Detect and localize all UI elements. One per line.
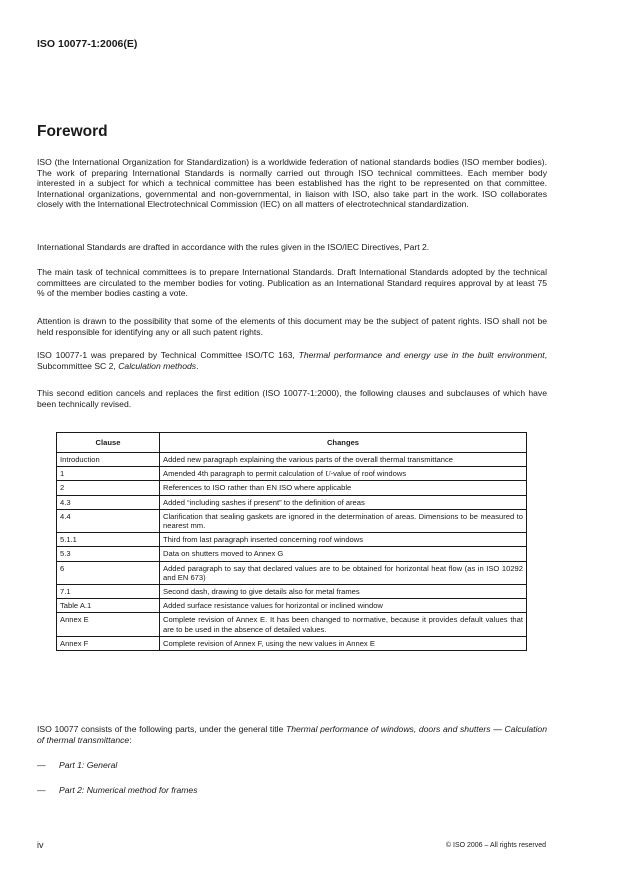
change-cell: Complete revision of Annex F, using the new values in Annex E [160,636,527,650]
table-header-row [57,433,527,453]
paragraph-second-edition: This second edition cancels and replaces the first edition (ISO 10077-1:2000), the following clauses and subclauses of which have been technically revised. [37,388,547,409]
clause-cell: Introduction [57,453,160,467]
change-cell: Added new paragraph explaining the various parts of the overall thermal transmittance [160,453,527,467]
table-row [57,467,527,481]
clause-cell: 6 [57,561,160,584]
change-cell: Added paragraph to say that declared values are to be obtained for horizontal heat flow (as in ISO 10292 and EN 673) [160,561,527,584]
clause-cell: 4.3 [57,495,160,509]
copyright-notice: © ISO 2006 – All rights reserved [445,842,546,849]
document-id: ISO 10077-1:2006(E) [37,38,138,50]
clause-cell: 2 [57,481,160,495]
list-item [37,785,198,795]
changes-table [56,432,527,651]
paragraph-patent-rights: Attention is drawn to the possibility that some of the elements of this document may be the subject of patent rights. ISO shall not be held responsible for identifying any or all such patent rights. [37,316,547,337]
table-row [57,547,527,561]
clause-cell: 5.1.1 [57,533,160,547]
page-number: iv [37,840,44,850]
general-title: Thermal performance of windows, doors and shutters — Calculation of thermal transmittance [37,724,547,745]
change-cell: Clarification that sealing gaskets are ignored in the determination of areas. Dimensions to be measured to nearest mm. [160,509,527,532]
change-cell: Data on shutters moved to Annex G [160,547,527,561]
clause-cell: 5.3 [57,547,160,561]
table-row [57,613,527,636]
subcommittee-title: Calculation methods [118,360,197,371]
list-item [37,760,117,770]
clause-cell: Annex E [57,613,160,636]
change-cell [160,467,527,481]
change-cell: Third from last paragraph inserted concerning roof windows [160,533,527,547]
clause-cell: Table A.1 [57,599,160,613]
em-dash: — [37,760,46,770]
paragraph-parts-intro [37,724,547,745]
clause-cell: 4.4 [57,509,160,532]
table-row [57,561,527,584]
clause-cell: 7.1 [57,585,160,599]
u-symbol: U [325,469,331,479]
table-row [57,585,527,599]
paragraph-prepared-by [37,350,547,371]
change-cell: References to ISO rather than EN ISO where applicable [160,481,527,495]
column-header-changes: Changes [160,433,527,453]
paragraph-committee-task: The main task of technical committees is to prepare International Standards. Draft International Standards adopted by the technical committees are circulated to the member bodies for voting. Publication as an International Standard requires approval by at least 75 % of the member bodies casting a vote. [37,267,547,299]
table-row [57,636,527,650]
part-label: Part 1: General [59,760,118,770]
clause-cell: 1 [57,467,160,481]
colon: : [129,734,132,745]
column-header-clause: Clause [57,433,160,453]
table-row [57,453,527,467]
committee-title: Thermal performance and energy use in the built environment [298,350,545,360]
table-row [57,599,527,613]
part-label: Part 2: Numerical method for frames [59,785,198,795]
page-title: Foreword [37,123,108,140]
paragraph-directives: International Standards are drafted in accordance with the rules given in the ISO/IEC Directives, Part 2. [37,242,430,252]
change-cell: Added “including sashes if present” to the definition of areas [160,495,527,509]
change-cell: Added surface resistance values for horizontal or inclined window [160,599,527,613]
paragraph-iso-intro: ISO (the International Organization for Standardization) is a worldwide federation of national standards bodies (ISO member bodies). The work of preparing International Standards is normally carried out through ISO technical committees. Each member body interested in a subject for which a technical committee has been established has the right to be represented on that committee. International organizations, governmental and non-governmental, in liaison with ISO, also take part in the work. ISO collaborates closely with the International Electrotechnical Commission (IEC) on all matters of electrotechnical standardization. [37,157,547,210]
table-row [57,481,527,495]
period: . [196,360,199,371]
table-row [57,533,527,547]
prepared-by-text: ISO 10077-1 was prepared by Technical Committee ISO/TC 163, [37,350,299,360]
change-text: -value of roof windows [330,469,407,479]
clause-cell: Annex F [57,636,160,650]
table-row [57,509,527,532]
parts-intro-text: ISO 10077 consists of the following parts, under the general title [37,724,286,734]
change-cell: Second dash, drawing to give details also for metal frames [160,585,527,599]
em-dash: — [37,785,46,795]
subcommittee-text: , Subcommittee SC 2, [37,350,547,371]
change-text: Amended 4th paragraph to permit calculation of [163,469,326,479]
change-cell: Complete revision of Annex E. It has been changed to normative, because it provides default values that are to be used in the absence of detailed values. [160,613,527,636]
table-row [57,495,527,509]
